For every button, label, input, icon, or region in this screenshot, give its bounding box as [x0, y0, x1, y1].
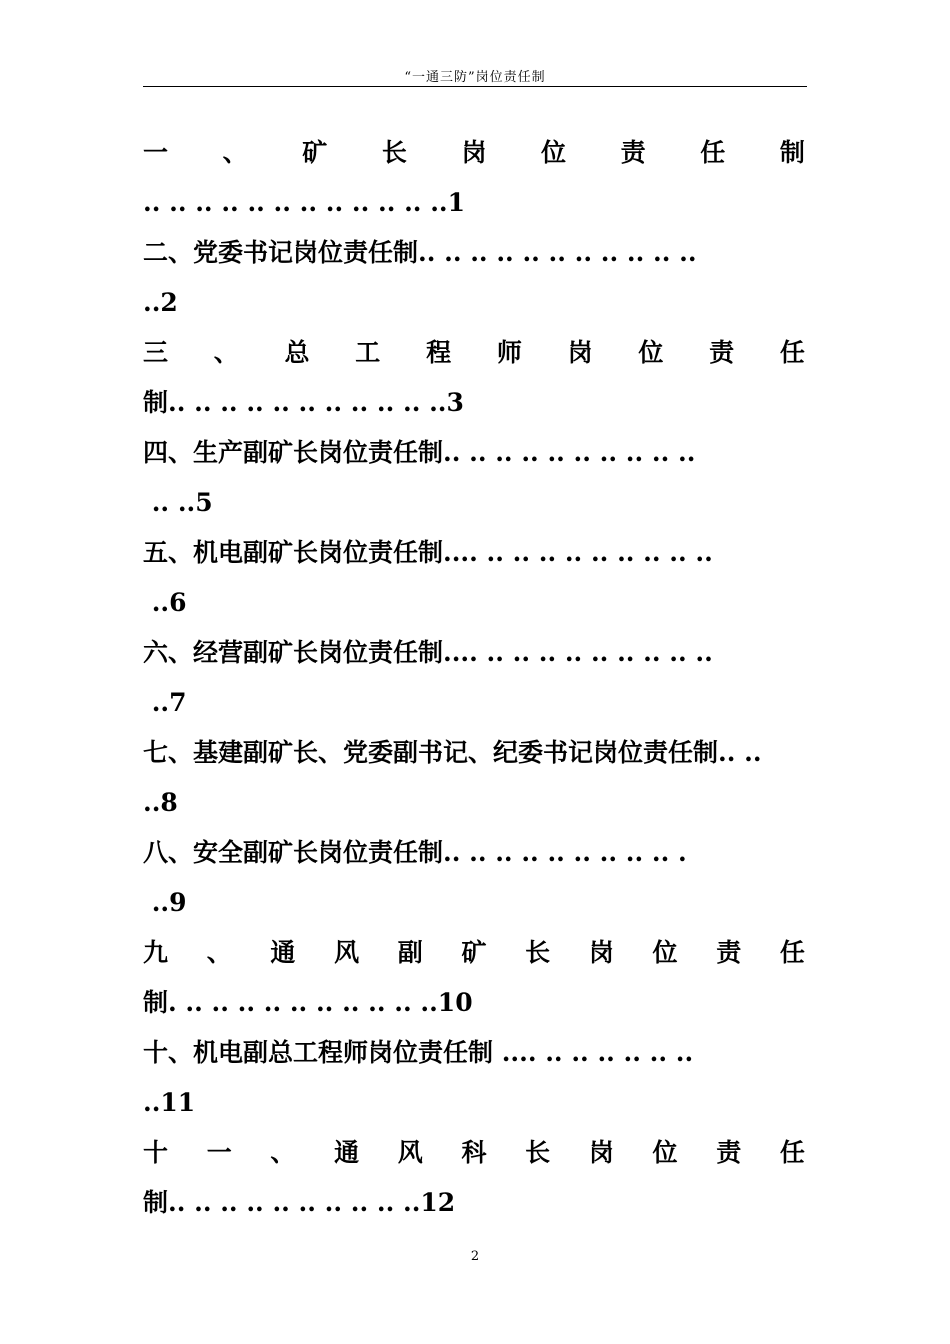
page-number: 2 — [470, 1249, 480, 1264]
toc-char: 科 — [461, 1138, 487, 1167]
toc-char: 、 — [222, 138, 248, 167]
toc-entry-leader: 制.. .. .. .. .. .. .. .. .. ..12 — [143, 1188, 456, 1217]
toc-char: 师 — [496, 338, 522, 367]
toc-char: 责 — [709, 338, 735, 367]
toc-char: 位 — [638, 338, 664, 367]
toc-entry-title: 五、机电副矿长岗位责任制.... .. .. .. .. .. .. .. .. .. — [143, 538, 713, 567]
toc-entry-10[interactable] — [143, 1028, 811, 1128]
toc-char: 责 — [716, 938, 742, 967]
toc-char: 三 — [143, 338, 169, 367]
toc-char: 位 — [541, 138, 567, 167]
toc-entry-5[interactable] — [143, 528, 811, 628]
toc-entry-title — [143, 328, 805, 378]
toc-entry-2[interactable] — [143, 228, 811, 328]
toc-char: 任 — [779, 338, 805, 367]
toc-entry-leader: 制. .. .. .. .. .. .. .. .. .. ..10 — [143, 988, 473, 1017]
toc-char: 十 — [143, 1138, 169, 1167]
toc-char: 一 — [206, 1138, 232, 1167]
toc-entry-title — [143, 128, 805, 178]
toc-char: 长 — [525, 938, 551, 967]
toc-char: 岗 — [588, 938, 614, 967]
toc-entry-title: 二、党委书记岗位责任制.. .. .. .. .. .. .. .. .. .. .. — [143, 238, 697, 267]
toc-entry-1[interactable] — [143, 128, 811, 228]
toc-entry-6[interactable] — [143, 628, 811, 728]
toc-char: 副 — [397, 938, 423, 967]
running-header: “一通三防”岗位责任制 — [404, 70, 546, 85]
toc-entry-leader: ..6 — [143, 588, 187, 617]
toc-entry-11[interactable] — [143, 1128, 811, 1228]
toc-entry-leader: .. .. .. .. .. .. .. .. .. .. .. ..1 — [143, 188, 466, 217]
toc-char: 风 — [334, 938, 360, 967]
toc-char: 责 — [620, 138, 646, 167]
toc-entry-leader: .. ..5 — [143, 488, 213, 517]
toc-char: 长 — [381, 138, 407, 167]
toc-char: 矿 — [461, 938, 487, 967]
toc-entry-leader: ..2 — [143, 288, 178, 317]
toc-char: 工 — [355, 338, 381, 367]
toc-entry-4[interactable] — [143, 428, 811, 528]
toc-entry-7[interactable] — [143, 728, 811, 828]
toc-char: 位 — [652, 938, 678, 967]
toc-entry-9[interactable] — [143, 928, 811, 1028]
toc-char: 一 — [143, 138, 169, 167]
toc-char: 通 — [270, 938, 296, 967]
toc-char: 岗 — [567, 338, 593, 367]
table-of-contents — [143, 128, 811, 1228]
toc-char: 任 — [700, 138, 726, 167]
toc-char: 程 — [426, 338, 452, 367]
header-rule — [143, 86, 807, 87]
toc-entry-title: 六、经营副矿长岗位责任制.... .. .. .. .. .. .. .. .. .. — [143, 638, 713, 667]
toc-entry-title — [143, 928, 805, 978]
toc-char: 风 — [397, 1138, 423, 1167]
toc-char: 、 — [206, 938, 232, 967]
toc-char: 九 — [143, 938, 169, 967]
toc-entry-title: 四、生产副矿长岗位责任制.. .. .. .. .. .. .. .. .. .. — [143, 438, 696, 467]
toc-char: 任 — [779, 938, 805, 967]
toc-char: 、 — [270, 1138, 296, 1167]
toc-char: 位 — [652, 1138, 678, 1167]
toc-entry-3[interactable] — [143, 328, 811, 428]
toc-entry-title: 八、安全副矿长岗位责任制.. .. .. .. .. .. .. .. .. . — [143, 838, 687, 867]
toc-entry-leader: 制.. .. .. .. .. .. .. .. .. .. ..3 — [143, 388, 464, 417]
toc-entry-leader: ..11 — [143, 1088, 196, 1117]
toc-entry-title — [143, 1128, 805, 1178]
toc-char: 岗 — [588, 1138, 614, 1167]
toc-entry-leader: ..9 — [143, 888, 187, 917]
toc-entry-leader: ..8 — [143, 788, 178, 817]
toc-char: 制 — [779, 138, 805, 167]
toc-char: 任 — [779, 1138, 805, 1167]
toc-entry-8[interactable] — [143, 828, 811, 928]
toc-char: 矿 — [302, 138, 328, 167]
toc-entry-title: 七、基建副矿长、党委副书记、纪委书记岗位责任制.. .. — [143, 738, 762, 767]
toc-char: 总 — [284, 338, 310, 367]
toc-char: 、 — [213, 338, 239, 367]
toc-entry-leader: ..7 — [143, 688, 187, 717]
toc-char: 长 — [525, 1138, 551, 1167]
toc-char: 责 — [716, 1138, 742, 1167]
toc-char: 岗 — [461, 138, 487, 167]
toc-entry-title: 十、机电副总工程师岗位责任制 .... .. .. .. .. .. .. — [143, 1038, 694, 1067]
toc-char: 通 — [334, 1138, 360, 1167]
